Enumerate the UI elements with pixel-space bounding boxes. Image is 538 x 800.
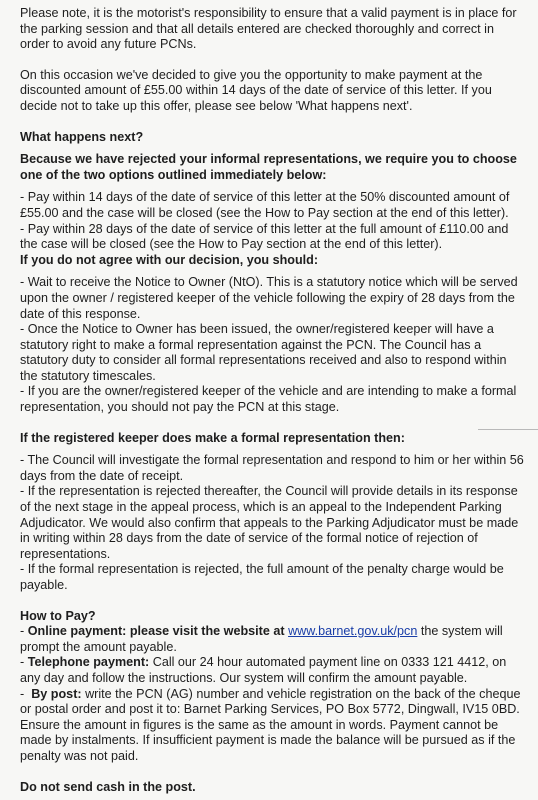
how-to-pay-heading: How to Pay? [20, 608, 96, 623]
post-prefix: - [20, 686, 28, 701]
telephone-prefix: - [20, 655, 28, 670]
formal-item-full-amount: - If the formal representation is rejected, the full amount of the penalty charge would be payable. [20, 562, 504, 592]
what-next-heading: What happens next? [20, 129, 144, 144]
no-cash-notice: Do not send cash in the post. [20, 779, 196, 794]
discount-offer-paragraph: On this occasion we've decided to give you the opportunity to make payment at the discounted amount of £55.00 within 14 days of the date of service of this letter. If you decide not to take up this offer, please see below 'What happens next'. [20, 67, 492, 113]
option-pay-14-days: - Pay within 14 days of the date of service of this letter at the 50% discounted amount of £55.00 and the case will be closed (see the How to Pay section at the end of this letter). [20, 190, 510, 220]
disagree-heading: If you do not agree with our decision, you should: [20, 252, 319, 267]
disagree-item-nto: - Wait to receive the Notice to Owner (NtO). This is a statutory notice which will be served upon the owner / registered keeper of the vehicle following the expiry of 28 days from the date of this response. [20, 275, 518, 321]
online-payment-item [20, 624, 524, 655]
online-payment-label: Online payment: please visit the website at [27, 624, 285, 639]
disagree-item-statutory-right: - Once the Notice to Owner has been issued, the owner/registered keeper will have a statutory right to make a formal representation against the PCN. The Council has a statutory duty to consider all formal representations received and also to respond within the statutory timescales. [20, 322, 507, 383]
post-payment-text: write the PCN (AG) number and vehicle registration on the back of the cheque or postal order and post it to: Barnet Parking Services, PO Box 5772, Dingwall, IV15 0BD. Ensure the amount in figures is the same as the amount in words. Payment cannot be made by instalments. If insufficient payment is made the balance will be pursued as if the penalty was not paid. [20, 686, 521, 763]
formal-item-adjudicator: - If the representation is rejected thereafter, the Council will provide details in its response of the next stage in the appeal process, which is an appeal to the Independent Parking Adjudicator. We would also confirm that appeals to the Parking Adjudicator must be made in writing within 28 days from the date of service of the formal notice of rejection of representations. [20, 484, 519, 561]
option-pay-28-days: - Pay within 28 days of the date of service of this letter at the full amount of £110.00 and the case will be closed (see the How to Pay section at the end of this letter). [20, 221, 509, 252]
telephone-payment-item [20, 655, 524, 686]
responsibility-paragraph: Please note, it is the motorist's responsibility to ensure that a valid payment is in place for the parking session and that all details entered are checked thoroughly and correct in order to avoid any future PCNs. [20, 6, 517, 52]
disagree-item-do-not-pay: - If you are the owner/registered keeper of the vehicle and are intending to make a formal representation, you should not pay the PCN at this stage. [20, 384, 517, 415]
what-next-intro: Because we have rejected your informal representations, we require you to choose one of the two options outlined immediately below: [20, 152, 517, 182]
telephone-payment-text: Call our 24 hour automated payment line on 0333 121 4412, on any day and follow the instructions. Our system will confirm the amount payable. [20, 655, 507, 685]
online-payment-text: the system will prompt the amount payable. [20, 624, 503, 654]
scan-mark [478, 429, 538, 430]
online-prefix: - [20, 624, 28, 639]
telephone-payment-label: Telephone payment: [27, 655, 150, 670]
post-payment-item [20, 687, 524, 765]
formal-item-investigate: - The Council will investigate the formal representation and respond to him or her within 56 days from the date of receipt. [20, 453, 524, 483]
post-payment-label: By post: [31, 686, 82, 701]
formal-heading: If the registered keeper does make a formal representation then: [20, 430, 405, 445]
barnet-pcn-link[interactable]: www.barnet.gov.uk/pcn [288, 624, 418, 639]
